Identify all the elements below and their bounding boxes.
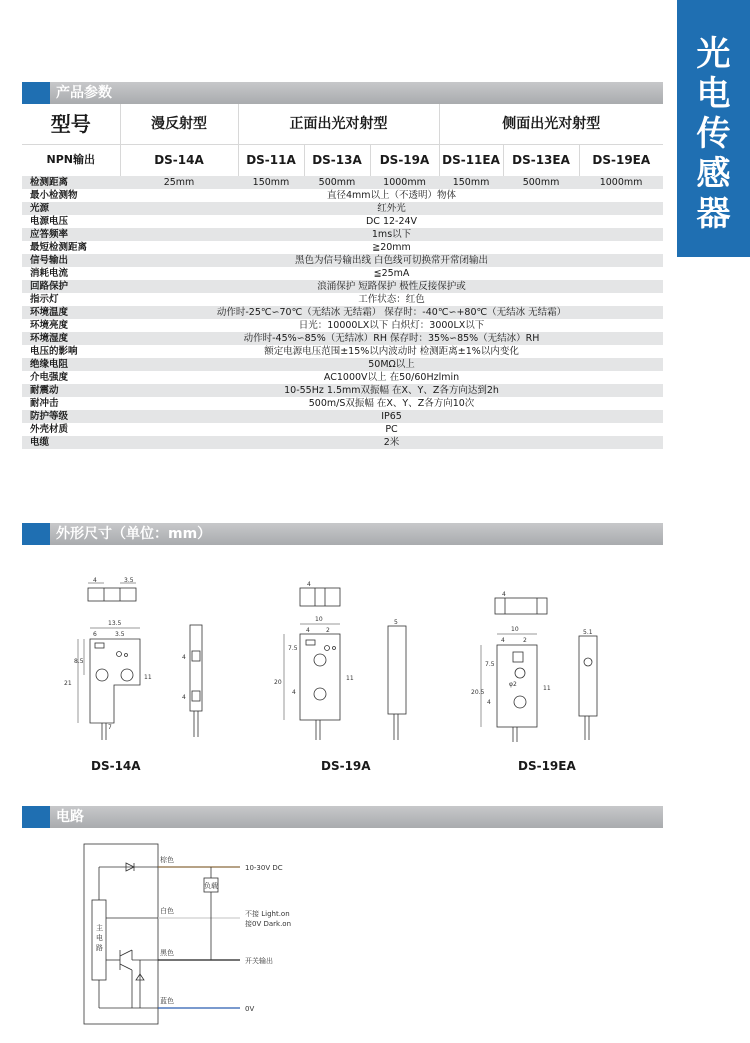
model-cell: DS-19A xyxy=(370,144,439,176)
dim-label: 13.5 xyxy=(108,620,122,627)
caption-ds19a: DS-19A xyxy=(321,759,371,773)
emitter-icon xyxy=(584,658,592,666)
dim-label: 20 xyxy=(274,679,282,686)
mount-hole xyxy=(314,688,326,700)
table-row: 耐冲击 500m/S双振幅 在X、Y、Z各方向10次 xyxy=(30,397,475,409)
table-row: 检测距离 25mm 150mm 500mm 1000mm 150mm 500mm 1000mm xyxy=(22,176,663,189)
dim-label: 5 xyxy=(394,619,398,626)
dim-label: 2 xyxy=(326,627,330,634)
wire-label-black: 黑色 xyxy=(160,949,174,957)
dim-label: 20.5 xyxy=(471,689,485,696)
side-title: 光 电 传 感 器 xyxy=(696,34,731,234)
section-header-dimensions: 外形尺寸（单位：mm） xyxy=(22,523,663,545)
mount-hole xyxy=(515,668,525,678)
top-view-outline xyxy=(300,588,340,606)
main-circuit-label: 路 xyxy=(96,944,103,952)
model-cell: DS-13EA xyxy=(503,144,579,176)
dim-label: 8.5 xyxy=(74,658,84,665)
mount-hole xyxy=(314,654,326,666)
side-title-banner xyxy=(677,0,750,257)
model-cell: DS-13A xyxy=(304,144,370,176)
model-cell: DS-19EA xyxy=(579,144,663,176)
drawing-ds19a xyxy=(270,580,420,754)
dim-label: 2 xyxy=(523,637,527,644)
npn-output-label: NPN输出 xyxy=(22,144,120,176)
wire-label-blue: 蓝色 xyxy=(160,997,174,1005)
power-label: 10-30V DC xyxy=(245,864,283,872)
side-view-outline xyxy=(579,636,597,716)
dim-label: 4 xyxy=(307,581,311,588)
caption-ds19ea: DS-19EA xyxy=(518,759,576,773)
table-row: 绝缘电阻 50MΩ以上 xyxy=(22,358,663,371)
table-row: 最短检测距离 ≧20mm xyxy=(30,241,411,253)
mount-hole xyxy=(121,669,133,681)
dim-label: 4 xyxy=(501,637,505,644)
dim-label: 4 xyxy=(93,577,97,584)
section-header-params: 产品参数 xyxy=(22,82,663,104)
group-front-through: 正面出光对射型 xyxy=(238,104,439,144)
table-row: 回路保护 浪涌保护 短路保护 极性反接保护或 xyxy=(22,280,663,293)
dim-label: φ2 xyxy=(509,681,517,688)
dim-label: 4 xyxy=(182,654,186,661)
top-view-outline xyxy=(495,598,547,614)
table-row: 应答频率 1ms以下 xyxy=(22,228,663,241)
white-note-light: 不接 Light.on xyxy=(245,910,290,918)
top-view-outline xyxy=(88,588,136,601)
front-view-outline xyxy=(90,639,140,723)
dim-label: 3.5 xyxy=(124,577,134,584)
table-row: 防护等级 IP65 xyxy=(22,410,663,423)
table-row: 光源 红外光 xyxy=(22,202,663,215)
drawing-ds14a xyxy=(60,575,230,759)
circuit-diagram xyxy=(80,840,320,1034)
table-row: 耐震动 10-55Hz 1.5mm双振幅 在X、Y、Z各方向达到2h xyxy=(22,384,663,397)
dim-label: 4 xyxy=(487,699,491,706)
dim-label: 6 xyxy=(93,631,97,638)
front-view-outline xyxy=(300,634,340,720)
wire-label-white: 白色 xyxy=(160,907,174,915)
table-row: 信号输出 黑色为信号输出线 白色线可切换常开常闭输出 xyxy=(22,254,663,267)
front-view-outline xyxy=(497,645,537,727)
switch-output-label: 开关输出 xyxy=(245,957,273,965)
main-circuit-label: 主 xyxy=(96,924,103,932)
model-cell: DS-11EA xyxy=(439,144,503,176)
dim-label: 7.5 xyxy=(288,645,298,652)
table-row: 环境亮度 日光：10000LX以下 白炽灯：3000LX以下 xyxy=(30,319,485,331)
model-cell: DS-14A xyxy=(120,144,238,176)
table-row: 外壳材质 PC xyxy=(30,423,398,435)
section-header-circuit: 电路 xyxy=(22,806,663,828)
model-cell: DS-11A xyxy=(238,144,304,176)
dim-label: 10 xyxy=(315,616,323,623)
drawing-ds19ea xyxy=(465,590,615,754)
dim-label: 11 xyxy=(543,685,551,692)
caption-ds14a: DS-14A xyxy=(91,759,141,773)
dim-label: 7 xyxy=(108,724,112,731)
table-row: 最小检测物 直径4mm以上（不透明）物体 xyxy=(30,189,457,201)
dim-label: 11 xyxy=(346,675,354,682)
mount-hole xyxy=(96,669,108,681)
spec-table xyxy=(22,104,663,449)
table-row: 消耗电流 ≦25mA xyxy=(30,267,410,279)
main-circuit-label: 电 xyxy=(96,934,103,942)
group-diffuse: 漫反射型 xyxy=(120,104,238,144)
dim-label: 5.1 xyxy=(583,629,593,636)
table-row: 介电强度 AC1000V以上 在50/60Hzlmin xyxy=(30,371,460,383)
table-row: 环境温度 动作时-25℃∽70℃（无结冰 无结霜） 保存时：-40℃∽+80℃（无结冰 无结霜） xyxy=(22,306,663,319)
table-row: 电压的影响 额定电源电压范围±15%以内波动时 检测距离±1%以内变化 xyxy=(30,345,519,357)
dim-label: 7.5 xyxy=(485,661,495,668)
table-row: 电缆 2米 xyxy=(22,436,663,449)
table-row: 指示灯 工作状态：红色 xyxy=(30,293,425,305)
dim-label: 21 xyxy=(64,680,72,687)
dim-label: 4 xyxy=(502,591,506,598)
wire-label-brown: 棕色 xyxy=(160,856,174,864)
white-note-dark: 接0V Dark.on xyxy=(245,920,292,928)
dim-label: 4 xyxy=(292,689,296,696)
dim-label: 10 xyxy=(511,626,519,633)
group-side-through: 侧面出光对射型 xyxy=(502,115,601,132)
dim-label: 3.5 xyxy=(115,631,125,638)
table-row: 电源电压 DC 12-24V xyxy=(30,215,418,227)
load-label: 负载 xyxy=(204,882,218,890)
zero-v-label: 0V xyxy=(245,1005,255,1013)
dim-label: 11 xyxy=(144,674,152,681)
dim-label: 4 xyxy=(306,627,310,634)
model-label: 型号 xyxy=(22,104,120,144)
dim-label: 4 xyxy=(182,694,186,701)
mount-hole xyxy=(514,696,526,708)
table-row: 环境湿度 动作时-45%∽85%（无结冰）RH 保存时：35%∽85%（无结冰）RH xyxy=(22,332,663,345)
side-view-outline xyxy=(388,626,406,714)
